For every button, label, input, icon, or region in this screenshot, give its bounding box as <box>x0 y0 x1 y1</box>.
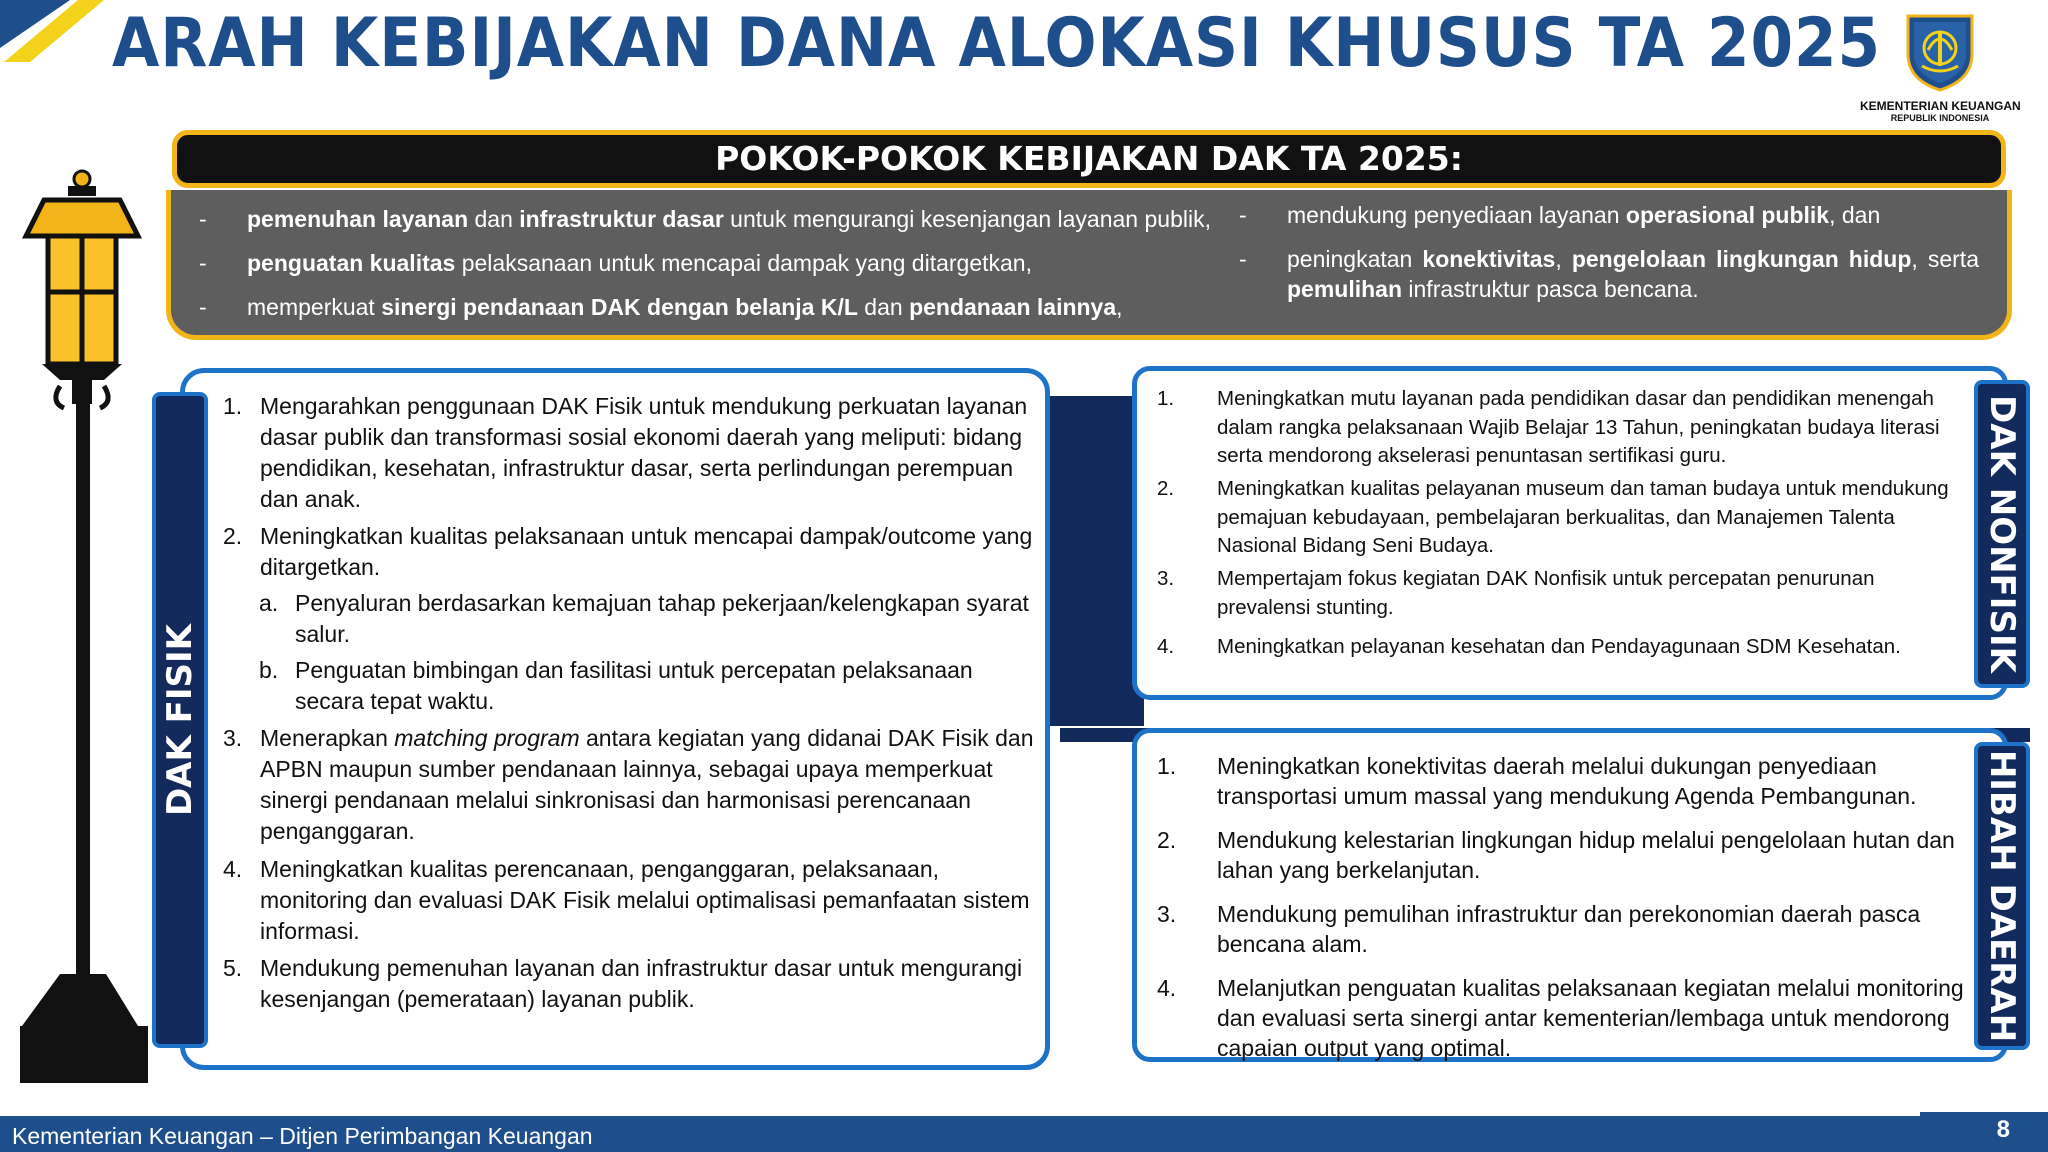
bullet-dash: - <box>199 206 207 232</box>
item-number: 3. <box>1157 901 1177 927</box>
item-number: 1. <box>1157 753 1177 779</box>
hibah-daerah-panel <box>1132 728 2008 1062</box>
item-text: Meningkatkan konektivitas daerah melalui dukungan penyediaan transportasi umum massal yang mendukung Agenda Pembangunan. <box>1217 753 1917 809</box>
item-text: Mendukung pemulihan infrastruktur dan perekonomian daerah pasca bencana alam. <box>1217 901 1921 957</box>
item-number: b. <box>259 657 279 683</box>
item-number: 1. <box>1157 387 1175 410</box>
policy-heading-bar <box>172 130 2006 188</box>
item-number: 1. <box>223 393 243 419</box>
item-text: Mendukung pemenuhan layanan dan infrastruktur dasar untuk mengurangi kesenjangan (pemerataan) layanan publik. <box>260 955 1023 1012</box>
item-number: 2. <box>223 523 243 549</box>
hibah-daerah-label-tab <box>1974 742 2030 1050</box>
policy-text: pemulihan infrastruktur pasca bencana. <box>1287 276 1699 302</box>
item-text: Mendukung kelestarian lingkungan hidup melalui pengelolaan hutan dan lahan yang berkelanjutan. <box>1217 827 1955 883</box>
policy-text: peningkatan konektivitas, pengelolaan lingkungan hidup, serta <box>1287 246 1979 272</box>
policy-text: pemenuhan layanan dan infrastruktur dasar untuk mengurangi kesenjangan layanan publik, <box>247 206 1211 232</box>
panel-connector <box>1044 396 1144 726</box>
item-text: Meningkatkan mutu layanan pada pendidikan dasar dan pendidikan menengah dalam rangka pelaksanaan Wajib Belajar 13 Tahun, peningkatan budaya literasi serta mendorong akselerasi penuntasan sertifikasi guru. <box>1217 387 1940 467</box>
item-number: 4. <box>1157 975 1177 1001</box>
item-text: Mengarahkan penggunaan DAK Fisik untuk mendukung perkuatan layanan dasar publik dan transformasi sosial ekonomi daerah yang meliputi: bidang pendidikan, kesehatan, infrastruktur dasar, serta perlindungan perempuan dan anak. <box>260 393 1028 512</box>
dak-fisik-label-tab <box>152 392 208 1048</box>
item-text: Meningkatkan kualitas pelaksanaan untuk mencapai dampak/outcome yang ditargetkan. <box>260 523 1033 580</box>
corner-stripes-decoration <box>0 0 120 80</box>
item-text: Meningkatkan kualitas pelayanan museum dan taman budaya untuk mendukung pemajuan kebudayaan, pembelajaran berkualitas, dan Manajemen Talenta Nasional Bidang Seni Budaya. <box>1217 477 1949 557</box>
item-text: Melanjutkan penguatan kualitas pelaksanaan kegiatan melalui monitoring dan evaluasi serta sinergi antar kementerian/lembaga untuk mendorong capaian output yang optimal. <box>1217 975 1964 1061</box>
item-number: 3. <box>1157 567 1175 590</box>
item-text: Mempertajam fokus kegiatan DAK Nonfisik untuk percepatan penurunan prevalensi stunting. <box>1217 567 1875 619</box>
ministry-emblem-icon <box>1898 10 1982 94</box>
item-text: Menerapkan matching program antara kegiatan yang didanai DAK Fisik dan APBN maupun sumber pendanaan lainnya, sebagai upaya memperkuat sinergi pendanaan melalui sinkronisasi dan harmonisasi perencanaan penganggaran. <box>260 725 1034 844</box>
item-text: Penguatan bimbingan dan fasilitasi untuk percepatan pelaksanaan secara tepat waktu. <box>295 657 973 714</box>
dak-nonfisik-panel <box>1132 366 2008 700</box>
dak-fisik-label: DAK FISIK <box>160 623 200 817</box>
item-number: a. <box>259 590 279 616</box>
dak-fisik-panel <box>180 368 1050 1070</box>
ministry-logo <box>1860 10 2021 123</box>
footer-text: Kementerian Keuangan – Ditjen Perimbangan Keuangan <box>12 1123 593 1149</box>
page-number-tab <box>1920 1112 2048 1152</box>
dak-nonfisik-label: DAK NONFISIK <box>1982 395 2022 673</box>
bullet-dash: - <box>1239 202 1247 228</box>
lamp-post-illustration <box>20 168 160 1083</box>
bullet-dash: - <box>1239 246 1247 272</box>
page-title: ARAH KEBIJAKAN DANA ALOKASI KHUSUS TA 2025 <box>112 4 1881 83</box>
policy-text: mendukung penyediaan layanan operasional publik, dan <box>1287 202 1881 228</box>
item-number: 2. <box>1157 477 1175 500</box>
item-number: 4. <box>223 856 243 882</box>
page-number: 8 <box>1996 1116 2010 1143</box>
item-text: Meningkatkan pelayanan kesehatan dan Pendayagunaan SDM Kesehatan. <box>1217 635 1901 658</box>
bullet-dash: - <box>199 250 207 276</box>
policy-text: memperkuat sinergi pendanaan DAK dengan belanja K/L dan pendanaan lainnya, <box>247 294 1123 320</box>
item-text: Penyaluran berdasarkan kemajuan tahap pekerjaan/kelengkapan syarat salur. <box>295 590 1029 647</box>
logo-text-line1: KEMENTERIAN KEUANGAN <box>1860 99 2021 113</box>
item-number: 4. <box>1157 635 1175 658</box>
dak-nonfisik-label-tab <box>1974 380 2030 688</box>
bullet-dash: - <box>199 294 207 320</box>
item-text: Meningkatkan kualitas perencanaan, penganggaran, pelaksanaan, monitoring dan evaluasi DAK Fisik melalui optimalisasi pemanfaatan sistem informasi. <box>260 856 1030 944</box>
item-number: 3. <box>223 725 243 751</box>
policy-heading: POKOK-POKOK KEBIJAKAN DAK TA 2025: <box>715 139 1463 178</box>
logo-text-line2: REPUBLIK INDONESIA <box>1890 113 1990 123</box>
item-number: 5. <box>223 955 243 981</box>
hibah-daerah-label: HIBAH DAERAH <box>1982 749 2022 1043</box>
policy-text: penguatan kualitas pelaksanaan untuk mencapai dampak yang ditargetkan, <box>247 250 1032 276</box>
policy-summary-box <box>166 190 2012 340</box>
item-number: 2. <box>1157 827 1177 853</box>
